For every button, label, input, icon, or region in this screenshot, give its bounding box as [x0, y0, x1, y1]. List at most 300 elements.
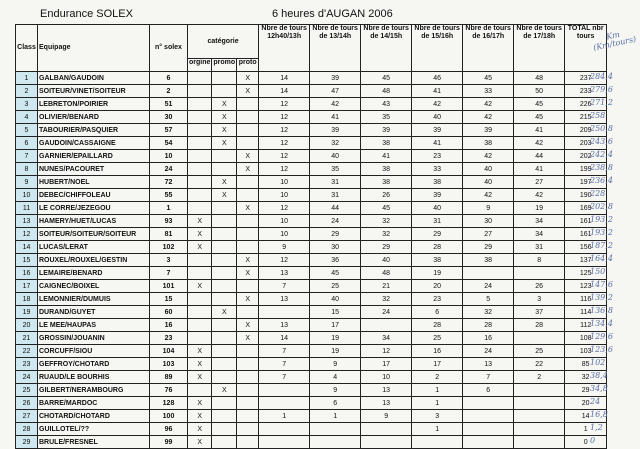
row-class: 28	[16, 423, 38, 436]
row-h6: 50	[514, 85, 565, 98]
row-total: 112	[565, 319, 607, 332]
row-h6: 19	[514, 202, 565, 215]
row-h1: 7	[259, 371, 310, 384]
row-solex: 30	[150, 111, 188, 124]
table-row	[16, 358, 607, 371]
row-class: 15	[16, 254, 38, 267]
row-h2: 44	[310, 202, 361, 215]
row-origine	[188, 176, 212, 189]
row-h5: 16	[463, 332, 514, 345]
row-h2: 29	[310, 228, 361, 241]
row-h4: 25	[412, 332, 463, 345]
row-h5: 24	[463, 280, 514, 293]
row-solex: 104	[150, 345, 188, 358]
table-row	[16, 98, 607, 111]
row-total: 190	[565, 189, 607, 202]
row-team: LEBRETON/POIRIER	[38, 98, 150, 111]
row-proto: X	[237, 254, 259, 267]
table-row	[16, 189, 607, 202]
row-class: 6	[16, 137, 38, 150]
document-title: Endurance SOLEX	[40, 8, 133, 20]
row-h5: 29	[463, 241, 514, 254]
row-solex: 101	[150, 280, 188, 293]
row-proto: X	[237, 267, 259, 280]
row-class: 20	[16, 319, 38, 332]
header-h1: Nbre de tours 12h40/13h	[259, 25, 310, 72]
row-h6: 25	[514, 345, 565, 358]
row-h6: 45	[514, 111, 565, 124]
row-team: BARRE/MARDOC	[38, 397, 150, 410]
row-total: 108	[565, 332, 607, 345]
header-h5: Nbre de tours de 16/17h	[463, 25, 514, 72]
row-h6: 22	[514, 358, 565, 371]
row-h1: 12	[259, 254, 310, 267]
row-solex: 15	[150, 293, 188, 306]
row-h4: 16	[412, 345, 463, 358]
row-solex: 96	[150, 423, 188, 436]
row-solex: 128	[150, 397, 188, 410]
row-h1: 7	[259, 345, 310, 358]
table-row	[16, 163, 607, 176]
row-promo	[212, 202, 237, 215]
row-team: LE MEE/HAUPAS	[38, 319, 150, 332]
row-h1: 12	[259, 150, 310, 163]
row-proto: X	[237, 72, 259, 85]
row-proto	[237, 410, 259, 423]
row-h4: 1	[412, 384, 463, 397]
row-solex: 76	[150, 384, 188, 397]
row-h1	[259, 384, 310, 397]
row-h1	[259, 397, 310, 410]
table-row	[16, 85, 607, 98]
row-total: 14	[565, 410, 607, 423]
row-promo	[212, 85, 237, 98]
row-class: 10	[16, 189, 38, 202]
row-h4: 38	[412, 176, 463, 189]
row-proto	[237, 306, 259, 319]
row-h3: 38	[361, 163, 412, 176]
row-solex: 89	[150, 371, 188, 384]
row-h5: 24	[463, 345, 514, 358]
row-h2: 4	[310, 371, 361, 384]
handwritten-km-value: 243,6	[590, 137, 613, 146]
row-total: 203	[565, 137, 607, 150]
row-origine: X	[188, 241, 212, 254]
row-class: 11	[16, 202, 38, 215]
row-h6	[514, 423, 565, 436]
row-h3: 35	[361, 111, 412, 124]
row-total: 20	[565, 397, 607, 410]
row-origine: X	[188, 228, 212, 241]
row-h3: 26	[361, 189, 412, 202]
row-h4: 19	[412, 267, 463, 280]
row-class: 16	[16, 267, 38, 280]
row-h4: 6	[412, 306, 463, 319]
row-promo	[212, 423, 237, 436]
row-promo	[212, 280, 237, 293]
table-row	[16, 267, 607, 280]
row-h2: 45	[310, 267, 361, 280]
row-proto: X	[237, 202, 259, 215]
row-h6	[514, 436, 565, 449]
row-total: 161	[565, 228, 607, 241]
table-row	[16, 150, 607, 163]
row-h2: 25	[310, 280, 361, 293]
table-row	[16, 228, 607, 241]
row-h1: 7	[259, 280, 310, 293]
row-h6	[514, 267, 565, 280]
row-h5: 40	[463, 163, 514, 176]
row-class: 1	[16, 72, 38, 85]
row-h4: 2	[412, 371, 463, 384]
row-h3: 24	[361, 306, 412, 319]
row-team: GROSSIN/JOUANIN	[38, 332, 150, 345]
row-h4: 28	[412, 241, 463, 254]
row-promo	[212, 371, 237, 384]
row-solex: 6	[150, 72, 188, 85]
row-h5: 28	[463, 319, 514, 332]
row-origine	[188, 254, 212, 267]
row-promo	[212, 332, 237, 345]
handwritten-km-value: 258	[590, 111, 606, 120]
row-h4: 38	[412, 254, 463, 267]
row-team: ROUXEL/ROUXEL/GESTIN	[38, 254, 150, 267]
row-proto	[237, 436, 259, 449]
row-class: 7	[16, 150, 38, 163]
row-promo: X	[212, 306, 237, 319]
row-h4: 40	[412, 202, 463, 215]
row-h6: 37	[514, 306, 565, 319]
row-promo	[212, 345, 237, 358]
row-total: 226	[565, 98, 607, 111]
row-promo	[212, 397, 237, 410]
row-h6	[514, 384, 565, 397]
header-team: Equipage	[38, 25, 150, 72]
row-proto: X	[237, 293, 259, 306]
row-h4: 39	[412, 124, 463, 137]
row-class: 17	[16, 280, 38, 293]
row-h4: 33	[412, 163, 463, 176]
row-h4: 29	[412, 228, 463, 241]
row-class: 22	[16, 345, 38, 358]
handwritten-km-value: 134,4	[590, 319, 613, 328]
row-h5: 42	[463, 189, 514, 202]
header-h6: Nbre de tours de 17/18h	[514, 25, 565, 72]
row-proto: X	[237, 319, 259, 332]
row-total: 215	[565, 111, 607, 124]
row-h5	[463, 436, 514, 449]
handwritten-km-value: 129,6	[590, 332, 613, 341]
row-origine: X	[188, 215, 212, 228]
row-h2: 32	[310, 137, 361, 150]
row-class: 25	[16, 384, 38, 397]
row-h2	[310, 436, 361, 449]
row-h3: 39	[361, 124, 412, 137]
row-promo	[212, 319, 237, 332]
row-h3: 48	[361, 267, 412, 280]
row-h4: 20	[412, 280, 463, 293]
row-origine	[188, 163, 212, 176]
row-team: GARNIER/EPAILLARD	[38, 150, 150, 163]
row-h6: 42	[514, 137, 565, 150]
row-promo: X	[212, 111, 237, 124]
table-row	[16, 306, 607, 319]
row-team: GEFFROY/CHOTARD	[38, 358, 150, 371]
handwritten-km-value: 139,2	[590, 293, 613, 302]
row-proto	[237, 397, 259, 410]
row-h3: 40	[361, 254, 412, 267]
row-proto	[237, 98, 259, 111]
row-h3: 34	[361, 332, 412, 345]
row-class: 14	[16, 241, 38, 254]
row-h2: 39	[310, 124, 361, 137]
row-promo	[212, 293, 237, 306]
row-team: HAMERY/HUET/LUCAS	[38, 215, 150, 228]
handwritten-km-value: 202,8	[590, 202, 613, 211]
row-origine	[188, 137, 212, 150]
row-h1: 12	[259, 202, 310, 215]
table-row	[16, 202, 607, 215]
row-h2: 17	[310, 319, 361, 332]
row-h5: 38	[463, 137, 514, 150]
row-h3: 48	[361, 85, 412, 98]
row-solex: 55	[150, 189, 188, 202]
row-h3: 17	[361, 358, 412, 371]
row-h1: 10	[259, 189, 310, 202]
row-h6: 31	[514, 241, 565, 254]
row-h1: 12	[259, 111, 310, 124]
row-team: LE CORRE/JEZEGOU	[38, 202, 150, 215]
row-h1: 10	[259, 215, 310, 228]
row-team: CHOTARD/CHOTARD	[38, 410, 150, 423]
row-h2: 40	[310, 150, 361, 163]
row-solex: 81	[150, 228, 188, 241]
row-class: 26	[16, 397, 38, 410]
handwritten-km-value: 24	[590, 397, 601, 406]
row-total: 85	[565, 358, 607, 371]
row-origine: X	[188, 423, 212, 436]
row-h1: 9	[259, 241, 310, 254]
row-solex: 99	[150, 436, 188, 449]
row-origine	[188, 384, 212, 397]
row-promo: X	[212, 137, 237, 150]
row-h4: 39	[412, 189, 463, 202]
row-solex: 3	[150, 254, 188, 267]
row-h5: 27	[463, 228, 514, 241]
row-h3	[361, 423, 412, 436]
row-solex: 7	[150, 267, 188, 280]
row-team: SOITEUR/VINET/SOITEUR	[38, 85, 150, 98]
row-solex: 72	[150, 176, 188, 189]
table-row	[16, 241, 607, 254]
row-h5: 40	[463, 176, 514, 189]
row-h1: 13	[259, 319, 310, 332]
row-proto	[237, 371, 259, 384]
row-total: 199	[565, 163, 607, 176]
row-h6: 26	[514, 280, 565, 293]
row-h4: 46	[412, 72, 463, 85]
row-class: 8	[16, 163, 38, 176]
row-h6	[514, 410, 565, 423]
row-proto	[237, 215, 259, 228]
row-h5: 32	[463, 306, 514, 319]
row-team: CAIGNEC/BOIXEL	[38, 280, 150, 293]
row-team: CORCUFF/SIOU	[38, 345, 150, 358]
row-h4: 41	[412, 137, 463, 150]
row-total: 197	[565, 176, 607, 189]
row-h6: 44	[514, 150, 565, 163]
header-h4: Nbre de tours de 15/16h	[412, 25, 463, 72]
row-solex: 51	[150, 98, 188, 111]
row-h2: 36	[310, 254, 361, 267]
row-class: 21	[16, 332, 38, 345]
row-h1: 12	[259, 137, 310, 150]
handwritten-km-value: 228	[590, 189, 606, 198]
header-category: catégorie	[188, 25, 259, 59]
header-h3: Nbre de tours de 14/15h	[361, 25, 412, 72]
row-h2: 40	[310, 293, 361, 306]
row-h5: 7	[463, 371, 514, 384]
table-row	[16, 293, 607, 306]
row-h5	[463, 410, 514, 423]
row-origine: X	[188, 397, 212, 410]
row-class: 27	[16, 410, 38, 423]
row-promo	[212, 254, 237, 267]
row-h6: 34	[514, 215, 565, 228]
row-origine	[188, 319, 212, 332]
row-h6: 28	[514, 319, 565, 332]
row-promo	[212, 228, 237, 241]
row-total: 123	[565, 280, 607, 293]
row-h1: 14	[259, 85, 310, 98]
row-proto: X	[237, 332, 259, 345]
handwritten-km-value: 250,8	[590, 124, 613, 133]
row-h3: 13	[361, 397, 412, 410]
row-h5	[463, 423, 514, 436]
row-promo: X	[212, 384, 237, 397]
table-row	[16, 280, 607, 293]
row-h1	[259, 306, 310, 319]
row-h2: 19	[310, 332, 361, 345]
row-h5	[463, 397, 514, 410]
row-origine	[188, 332, 212, 345]
row-promo	[212, 267, 237, 280]
row-class: 4	[16, 111, 38, 124]
table-row	[16, 124, 607, 137]
row-h6: 45	[514, 98, 565, 111]
row-h2	[310, 423, 361, 436]
row-promo	[212, 163, 237, 176]
row-h3: 45	[361, 202, 412, 215]
row-origine	[188, 306, 212, 319]
results-rows	[16, 72, 607, 449]
row-h1: 14	[259, 332, 310, 345]
row-h5: 39	[463, 124, 514, 137]
handwritten-km-value: 284,4	[590, 72, 613, 81]
row-h2: 35	[310, 163, 361, 176]
row-class: 2	[16, 85, 38, 98]
row-origine: X	[188, 371, 212, 384]
row-h6: 41	[514, 163, 565, 176]
row-team: TABOURIER/PASQUIER	[38, 124, 150, 137]
row-h2: 42	[310, 98, 361, 111]
row-h3: 12	[361, 345, 412, 358]
row-class: 23	[16, 358, 38, 371]
row-h5: 38	[463, 254, 514, 267]
row-proto	[237, 280, 259, 293]
row-h3: 13	[361, 384, 412, 397]
row-total: 161	[565, 215, 607, 228]
header-class: Class	[16, 25, 38, 72]
row-proto	[237, 228, 259, 241]
row-h3: 43	[361, 98, 412, 111]
row-total: 116	[565, 293, 607, 306]
row-promo	[212, 410, 237, 423]
row-proto: X	[237, 85, 259, 98]
row-h5: 6	[463, 384, 514, 397]
row-team: GALBAN/GAUDOIN	[38, 72, 150, 85]
row-total: 202	[565, 150, 607, 163]
handwritten-km-value: 271,2	[590, 98, 613, 107]
row-team: DURAND/GUYET	[38, 306, 150, 319]
row-h4: 1	[412, 397, 463, 410]
row-h4: 1	[412, 423, 463, 436]
row-team: RUAUD/LE BOURHIS	[38, 371, 150, 384]
row-proto	[237, 176, 259, 189]
row-h4: 41	[412, 85, 463, 98]
row-proto	[237, 358, 259, 371]
row-h4: 31	[412, 215, 463, 228]
handwritten-km-value: 136,8	[590, 306, 613, 315]
row-h2: 9	[310, 384, 361, 397]
handwritten-km-value: 102	[590, 358, 606, 367]
row-h2: 31	[310, 176, 361, 189]
row-solex: 24	[150, 163, 188, 176]
row-h2: 1	[310, 410, 361, 423]
row-promo: X	[212, 124, 237, 137]
row-origine	[188, 267, 212, 280]
row-origine	[188, 98, 212, 111]
row-origine	[188, 85, 212, 98]
table-row	[16, 371, 607, 384]
row-h5: 45	[463, 72, 514, 85]
row-h3: 32	[361, 215, 412, 228]
row-h1: 1	[259, 410, 310, 423]
row-origine	[188, 202, 212, 215]
row-h1: 7	[259, 358, 310, 371]
row-origine: X	[188, 436, 212, 449]
header-total: TOTAL nbr tours	[565, 25, 607, 72]
row-solex: 100	[150, 410, 188, 423]
row-h3: 29	[361, 241, 412, 254]
row-origine: X	[188, 358, 212, 371]
row-solex: 2	[150, 85, 188, 98]
row-h4: 28	[412, 319, 463, 332]
row-total: 29	[565, 384, 607, 397]
row-promo	[212, 436, 237, 449]
handwritten-km-column	[590, 70, 613, 447]
row-h6: 3	[514, 293, 565, 306]
row-promo	[212, 358, 237, 371]
row-class: 19	[16, 306, 38, 319]
handwritten-km-value: 147,6	[590, 280, 613, 289]
row-h3: 41	[361, 150, 412, 163]
row-total: 32	[565, 371, 607, 384]
row-team: OLIVIER/BENARD	[38, 111, 150, 124]
row-total: 169	[565, 202, 607, 215]
row-total: 209	[565, 124, 607, 137]
row-origine	[188, 293, 212, 306]
